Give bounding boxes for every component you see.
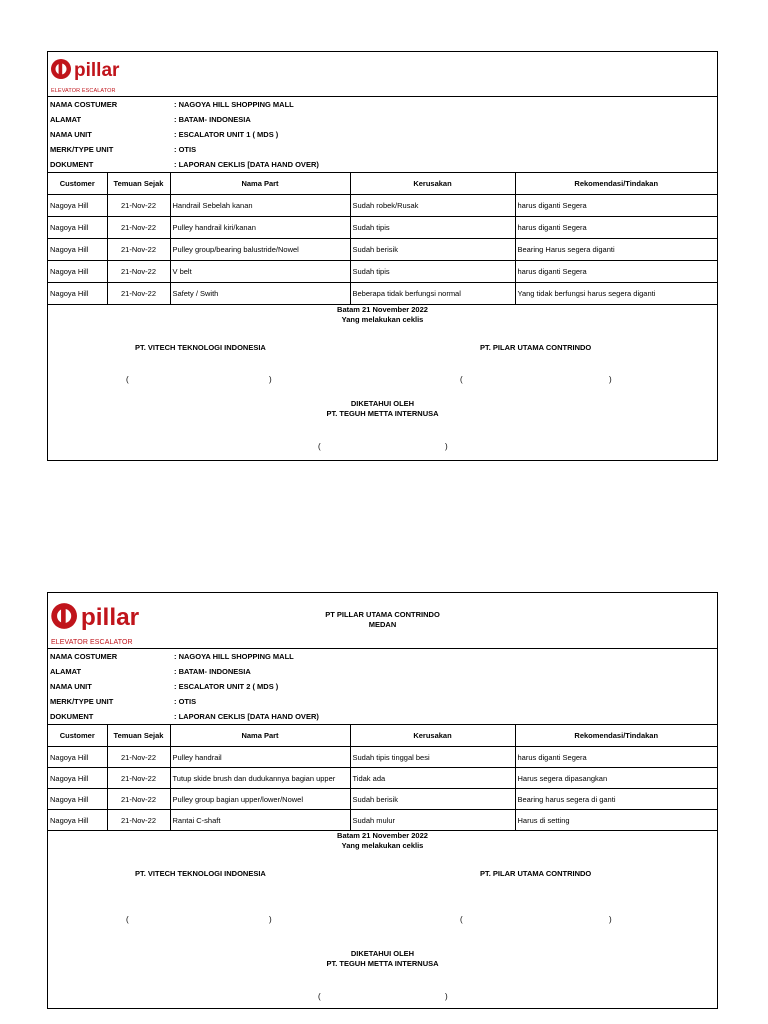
known-by: DIKETAHUI OLEH xyxy=(350,949,415,958)
known-sign-close: ) xyxy=(445,992,448,1001)
table-row xyxy=(48,283,717,305)
cell-customer: Nagoya Hill xyxy=(48,283,107,305)
company-name: PT PILLAR UTAMA CONTRINDO xyxy=(325,610,440,619)
cell-recommendation: harus diganti Segera xyxy=(515,261,717,283)
cell-recommendation: harus diganti Segera xyxy=(515,195,717,217)
col-nama-part: Nama Part xyxy=(170,173,350,195)
checklist-form-unit-1 xyxy=(47,51,718,461)
cell-recommendation: Harus segera dipasangkan xyxy=(515,768,717,789)
cell-part: Handrail Sebelah kanan xyxy=(170,195,350,217)
info-row xyxy=(48,694,717,709)
cell-recommendation: Harus di setting xyxy=(515,810,717,831)
info-row xyxy=(48,649,717,664)
cell-recommendation: Bearing harus segera di ganti xyxy=(515,789,717,810)
col-nama-part: Nama Part xyxy=(170,725,350,747)
pillar-logo xyxy=(50,56,140,94)
signature-section xyxy=(48,831,717,1006)
info-label: ALAMAT xyxy=(50,115,82,124)
table-row xyxy=(48,789,717,810)
cell-customer: Nagoya Hill xyxy=(48,789,107,810)
cell-damage: Sudah tipis tinggal besi xyxy=(350,747,515,768)
left-sign-close: ) xyxy=(269,375,272,384)
cell-date: 21-Nov-22 xyxy=(107,217,170,239)
findings-table xyxy=(48,725,717,831)
cell-damage: Sudah tipis xyxy=(350,217,515,239)
info-row xyxy=(48,679,717,694)
info-label: DOKUMENT xyxy=(50,160,94,169)
right-company: PT. PILAR UTAMA CONTRINDO xyxy=(480,869,592,878)
cell-part: Safety / Swith xyxy=(170,283,350,305)
known-company: PT. TEGUH METTA INTERNUSA xyxy=(326,959,439,968)
cell-date: 21-Nov-22 xyxy=(107,239,170,261)
cell-part: Pulley handrail xyxy=(170,747,350,768)
cell-damage: Beberapa tidak berfungsi normal xyxy=(350,283,515,305)
cell-date: 21-Nov-22 xyxy=(107,768,170,789)
known-sign-open: ( xyxy=(318,442,321,451)
info-value: : LAPORAN CEKLIS [DATA HAND OVER) xyxy=(174,160,319,169)
left-company: PT. VITECH TEKNOLOGI INDONESIA xyxy=(135,869,266,878)
form-header xyxy=(48,593,717,649)
info-label: MERK/TYPE UNIT xyxy=(50,145,114,154)
col-kerusakan: Kerusakan xyxy=(350,173,515,195)
known-sign-close: ) xyxy=(445,442,448,451)
info-row xyxy=(48,142,717,157)
sign-performed-by: Yang melakukan ceklis xyxy=(341,315,424,324)
known-company: PT. TEGUH METTA INTERNUSA xyxy=(326,409,439,418)
right-sign-open: ( xyxy=(460,915,463,924)
logo-subtitle: ELEVATOR ESCALATOR xyxy=(51,88,116,94)
company-city: MEDAN xyxy=(368,620,397,629)
col-temuan-sejak: Temuan Sejak xyxy=(107,725,170,747)
col-kerusakan: Kerusakan xyxy=(350,725,515,747)
col-temuan-sejak: Temuan Sejak xyxy=(107,173,170,195)
table-header-row xyxy=(48,173,717,195)
info-value: : BATAM- INDONESIA xyxy=(174,667,251,676)
company-heading xyxy=(48,610,717,630)
logo-wordmark: pillar xyxy=(80,604,140,631)
cell-date: 21-Nov-22 xyxy=(107,283,170,305)
cell-date: 21-Nov-22 xyxy=(107,747,170,768)
cell-customer: Nagoya Hill xyxy=(48,195,107,217)
cell-customer: Nagoya Hill xyxy=(48,768,107,789)
table-row xyxy=(48,217,717,239)
info-row xyxy=(48,664,717,679)
info-label: NAMA COSTUMER xyxy=(50,652,118,661)
logo-wordmark: pillar xyxy=(74,60,120,81)
cell-part: Pulley group/bearing balustride/Nowel xyxy=(170,239,350,261)
info-value: : LAPORAN CEKLIS [DATA HAND OVER) xyxy=(174,712,319,721)
info-label: NAMA UNIT xyxy=(50,682,92,691)
info-value: : BATAM- INDONESIA xyxy=(174,115,251,124)
cell-damage: Sudah berisik xyxy=(350,789,515,810)
cell-damage: Sudah berisik xyxy=(350,239,515,261)
left-sign-open: ( xyxy=(126,375,129,384)
info-value: : NAGOYA HILL SHOPPING MALL xyxy=(174,652,294,661)
form-header xyxy=(48,52,717,97)
info-section xyxy=(48,649,717,725)
info-value: : OTIS xyxy=(174,145,197,154)
cell-customer: Nagoya Hill xyxy=(48,261,107,283)
findings-table xyxy=(48,173,717,305)
cell-date: 21-Nov-22 xyxy=(107,195,170,217)
cell-recommendation: harus diganti Segera xyxy=(515,747,717,768)
right-sign-open: ( xyxy=(460,375,463,384)
logo-subtitle: ELEVATOR ESCALATOR xyxy=(51,639,133,646)
cell-date: 21-Nov-22 xyxy=(107,789,170,810)
cell-part: V belt xyxy=(170,261,350,283)
info-value: : OTIS xyxy=(174,697,197,706)
table-row xyxy=(48,239,717,261)
known-by: DIKETAHUI OLEH xyxy=(350,399,415,408)
cell-customer: Nagoya Hill xyxy=(48,747,107,768)
left-sign-close: ) xyxy=(269,915,272,924)
cell-customer: Nagoya Hill xyxy=(48,217,107,239)
table-row xyxy=(48,261,717,283)
col-customer: Customer xyxy=(48,725,107,747)
cell-part: Pulley group bagian upper/lower/Nowel xyxy=(170,789,350,810)
col-rekomendasi: Rekomendasi/Tindakan xyxy=(515,173,717,195)
info-label: DOKUMENT xyxy=(50,712,94,721)
cell-recommendation: harus diganti Segera xyxy=(515,217,717,239)
table-header-row xyxy=(48,725,717,747)
info-section xyxy=(48,97,717,173)
info-row xyxy=(48,97,717,112)
right-sign-close: ) xyxy=(609,375,612,384)
cell-damage: Sudah mulur xyxy=(350,810,515,831)
left-company: PT. VITECH TEKNOLOGI INDONESIA xyxy=(135,343,266,352)
info-value: : ESCALATOR UNIT 1 ( MDS ) xyxy=(174,130,279,139)
signature-section xyxy=(48,305,717,455)
cell-part: Pulley handrail kiri/kanan xyxy=(170,217,350,239)
sign-date: Batam 21 November 2022 xyxy=(337,305,428,314)
info-row xyxy=(48,709,717,724)
info-value: : ESCALATOR UNIT 2 ( MDS ) xyxy=(174,682,279,691)
cell-damage: Tidak ada xyxy=(350,768,515,789)
cell-customer: Nagoya Hill xyxy=(48,810,107,831)
cell-damage: Sudah robek/Rusak xyxy=(350,195,515,217)
table-row xyxy=(48,195,717,217)
info-value: : NAGOYA HILL SHOPPING MALL xyxy=(174,100,294,109)
table-row xyxy=(48,810,717,831)
sign-performed-by: Yang melakukan ceklis xyxy=(341,841,424,850)
info-row xyxy=(48,157,717,172)
cell-part: Rantai C-shaft xyxy=(170,810,350,831)
info-label: ALAMAT xyxy=(50,667,82,676)
cell-recommendation: Yang tidak berfungsi harus segera diganti xyxy=(515,283,717,305)
col-customer: Customer xyxy=(48,173,107,195)
sign-date: Batam 21 November 2022 xyxy=(337,831,428,840)
checklist-form-unit-2 xyxy=(47,592,718,1009)
right-company: PT. PILAR UTAMA CONTRINDO xyxy=(480,343,592,352)
info-row xyxy=(48,127,717,142)
info-label: MERK/TYPE UNIT xyxy=(50,697,114,706)
cell-date: 21-Nov-22 xyxy=(107,261,170,283)
cell-part: Tutup skide brush dan dudukannya bagian upper xyxy=(170,768,350,789)
cell-customer: Nagoya Hill xyxy=(48,239,107,261)
cell-recommendation: Bearing Harus segera diganti xyxy=(515,239,717,261)
cell-date: 21-Nov-22 xyxy=(107,810,170,831)
table-row xyxy=(48,768,717,789)
left-sign-open: ( xyxy=(126,915,129,924)
right-sign-close: ) xyxy=(609,915,612,924)
table-row xyxy=(48,747,717,768)
info-label: NAMA UNIT xyxy=(50,130,92,139)
known-sign-open: ( xyxy=(318,992,321,1001)
cell-damage: Sudah tipis xyxy=(350,261,515,283)
info-label: NAMA COSTUMER xyxy=(50,100,118,109)
col-rekomendasi: Rekomendasi/Tindakan xyxy=(515,725,717,747)
info-row xyxy=(48,112,717,127)
